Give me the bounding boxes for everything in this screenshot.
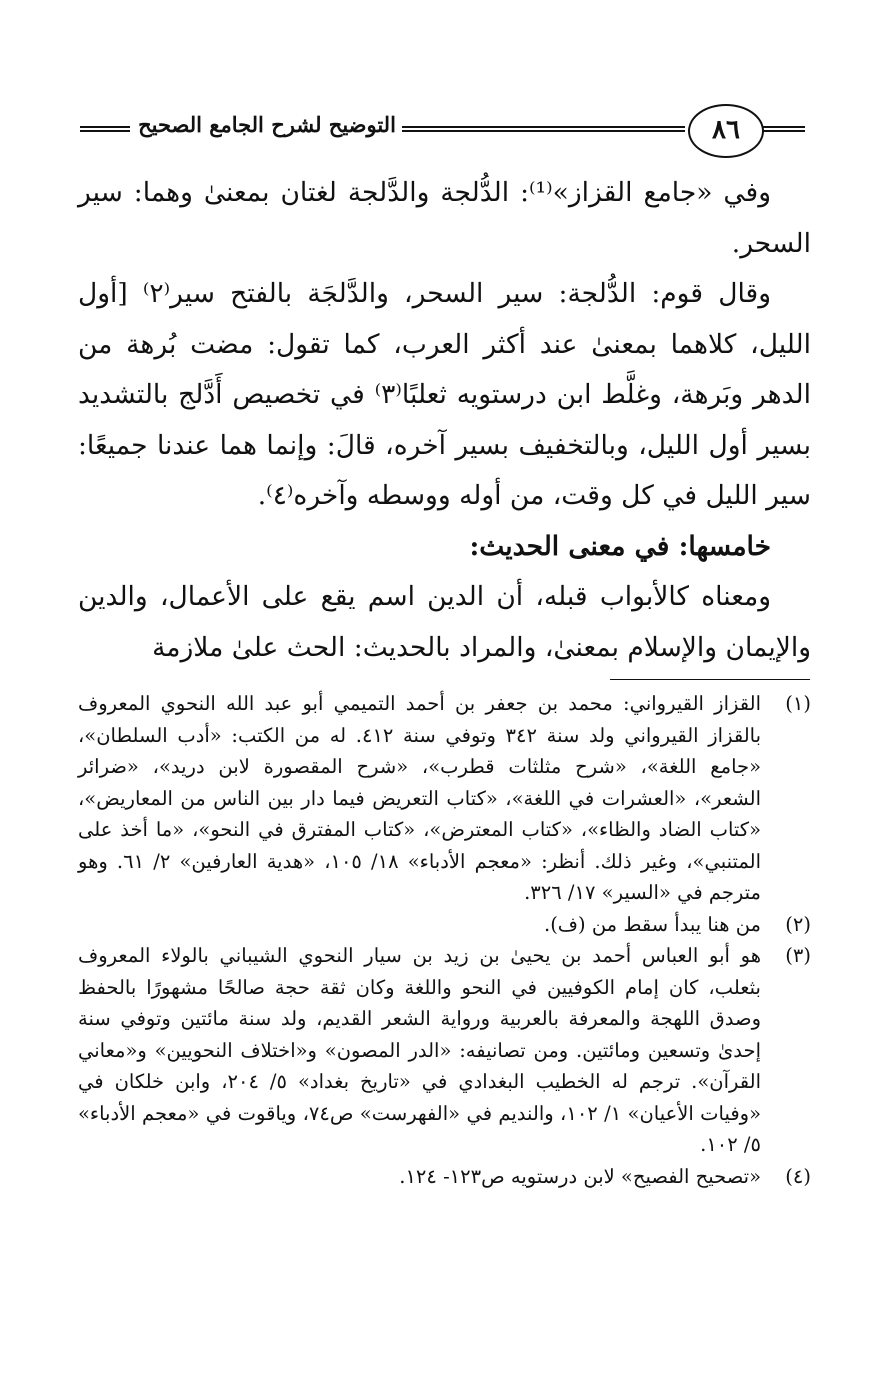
paragraph-1: وفي «جامع القزاز»⁽¹⁾: الدُّلجة والدَّلجة لغتان بمعنىٰ وهما: سير السحر. [78, 177, 811, 259]
header-rule-right [763, 126, 805, 132]
footnote-number: (٢) [785, 912, 811, 936]
section-heading: خامسها: في معنى الحديث: [469, 530, 771, 562]
footnote-number: (١) [785, 692, 811, 715]
footnote-text: «تصحيح الفصيح» لابن درستويه ص١٢٣- ١٢٤. [399, 1164, 761, 1188]
footnote-number: (٤) [785, 1164, 811, 1188]
main-text [78, 168, 811, 673]
paragraph-3: ومعناه كالأبواب قبله، أن الدين اسم يقع على الأعمال، والدين والإيمان والإسلام بمعنىٰ، والمراد بالحديث: الحث علىٰ ملازمة [78, 581, 811, 663]
footnote-number: (٣) [785, 944, 811, 967]
running-title: التوضيح لشرح الجامع الصحيح [138, 112, 396, 137]
header-rule-middle [402, 126, 685, 132]
footnote-separator [610, 679, 810, 680]
page-number: ٨٦ [688, 104, 764, 158]
footnotes [78, 688, 811, 1192]
running-header [70, 100, 810, 160]
footnote-2 [78, 909, 811, 941]
footnote-3 [78, 940, 811, 1161]
footnote-4 [78, 1161, 811, 1193]
footnote-1 [78, 688, 811, 909]
header-rule-left [80, 126, 130, 132]
paragraph-2: وقال قوم: الدُّلجة: سير السحر، والدَّلجَة بالفتح سير⁽٢⁾ [أول الليل، كلاهما بمعنىٰ عند أكثر العرب، كما تقول: مضت بُرهة من الدهر وبَرهة، وغلَّط ابن درستويه ثعلبًا⁽٣⁾ في تخصيص أَدَّلج بالتشديد بسير أول الليل، وبالتخفيف بسير آخره، قالَ: وإنما هما عندنا جميعًا: سير الليل في كل وقت، من أوله ووسطه وآخره⁽٤⁾. [78, 278, 811, 511]
footnote-text: هو أبو العباس أحمد بن يحيىٰ بن زيد بن سيار النحوي الشيباني بالولاء المعروف بثعلب، كان إمام الكوفيين في النحو واللغة وكان ثقة حجة صالحًا مشهورًا بالحفظ وصدق اللهجة والمعرفة بالعربية ورواية الشعر القديم، ولد سنة مائتين وتوفي سنة إحدىٰ وتسعين ومائتين. ومن تصانيفه: «الدر المصون» و«اختلاف النحويين» و«معاني القرآن». ترجم له الخطيب البغدادي في «تاريخ بغداد» ٥/ ٢٠٤، وابن خلكان في «وفيات الأعيان» ١/ ١٠٢، والنديم في «الفهرست» ص٧٤، وياقوت في «معجم الأدباء» ٥/ ١٠٢. [78, 944, 762, 1156]
footnote-text: من هنا يبدأ سقط من (ف). [544, 912, 761, 936]
footnote-text: القزاز القيرواني: محمد بن جعفر بن أحمد التميمي أبو عبد الله النحوي المعروف بالقزاز القيرواني ولد سنة ٣٤٢ وتوفي سنة ٤١٢. له من الكتب: «أدب السلطان»، «جامع اللغة»، «شرح مثلثات قطرب»، «شرح المقصورة لابن دريد»، «ضرائر الشعر»، «العشرات في اللغة»، «كتاب التعريض فيما دار بين الناس من المعاريض»، «كتاب الضاد والظاء»، «كتاب المعترض»، «كتاب المفترق في النحو»، «ما أخذ على المتنبي»، وغير ذلك. أنظر: «معجم الأدباء» ١٨/ ١٠٥، «هدية العارفين» ٢/ ٦١. وهو مترجم في «السير» ١٧/ ٣٢٦. [78, 692, 762, 904]
